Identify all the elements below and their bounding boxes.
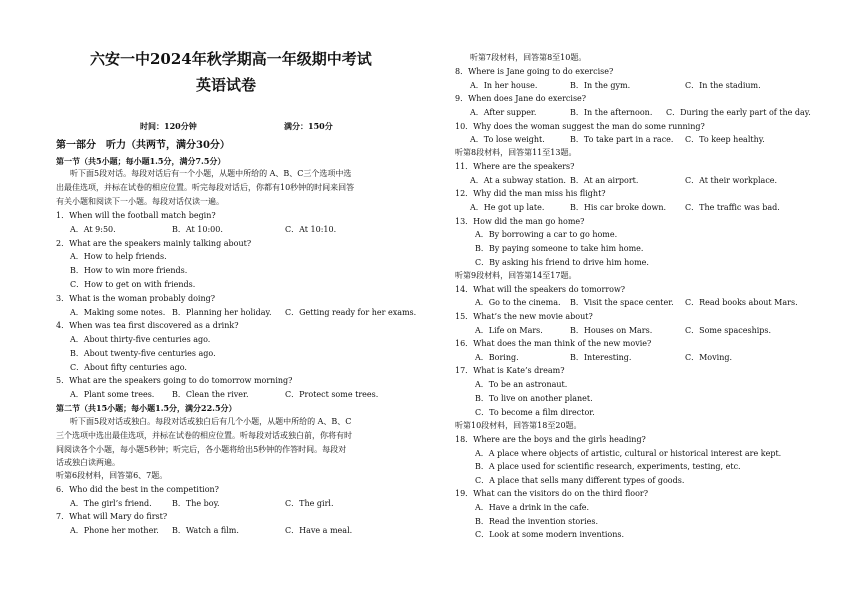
option-b: B．How to win more friends. xyxy=(70,266,188,275)
option-a: A．To be an astronaut. xyxy=(475,380,568,389)
option-a: A．Phone her mother. xyxy=(70,526,159,535)
option-a: A．In her house. xyxy=(470,81,538,90)
question-19: 19．What can the visitors do on the third floor? xyxy=(455,489,649,498)
option-b: B．In the afternoon. xyxy=(570,108,653,117)
part1-heading: 第一部分 听力（共两节，满分30分） xyxy=(56,140,230,151)
question-17: 17．What is Kate’s dream? xyxy=(455,366,565,375)
option-c: C．By asking his friend to drive him home. xyxy=(475,258,649,267)
exam-title: 六安一中2024年秋学期高一年级期中考试 xyxy=(90,50,372,68)
option-a: A．Life on Mars. xyxy=(475,326,543,335)
question-10: 10．Why does the woman suggest the man do some running? xyxy=(455,122,705,131)
question-5: 5．What are the speakers going to do tomorrow morning? xyxy=(56,376,293,385)
question-8: 8．Where is Jane going to do exercise? xyxy=(455,67,614,76)
question-18: 18．Where are the boys and the girls heading? xyxy=(455,435,646,444)
option-c: C．Protect some trees. xyxy=(285,390,379,399)
option-a: A．At a subway station. xyxy=(470,176,566,185)
option-b: B．A place used for scientific research, experiments, testing, etc. xyxy=(475,462,741,471)
section1-instruction-line: 出最佳选项，并标在试卷的相应位置。听完每段对话后，你都有10秒钟的时间来回答 xyxy=(56,183,355,192)
option-c: C．About fifty centuries ago. xyxy=(70,363,187,372)
option-c: C．The girl. xyxy=(285,499,334,508)
question-13: 13．How did the man go home? xyxy=(455,217,585,226)
option-b: B．At 10:00. xyxy=(172,225,223,234)
option-a: A．Go to the cinema. xyxy=(475,298,561,307)
option-c: C．Have a meal. xyxy=(285,526,353,535)
option-a: A．Making some notes. xyxy=(70,308,166,317)
option-c: C．Some spaceships. xyxy=(685,326,772,335)
option-a: A．To lose weight. xyxy=(470,135,545,144)
section1-instruction-line: 有关小题和阅读下一小题。每段对话仅读一遍。 xyxy=(56,197,224,206)
option-b: B．The boy. xyxy=(172,499,220,508)
option-c: C．How to get on with friends. xyxy=(70,280,196,289)
option-b: B．Read the invention stories. xyxy=(475,517,599,526)
section1-heading: 第一节（共5小题；每小题1.5分，满分7.5分） xyxy=(56,156,226,166)
option-a: A．After supper. xyxy=(470,108,537,117)
material-6: 听第6段材料，回答第6、7题。 xyxy=(56,471,168,480)
option-a: A．He got up late. xyxy=(470,203,545,212)
material-8: 听第8段材料，回答第11至13题。 xyxy=(455,148,577,157)
option-c: C．Moving. xyxy=(685,353,733,362)
option-c: C．To keep healthy. xyxy=(685,135,765,144)
option-c: C．The traffic was bad. xyxy=(685,203,780,212)
option-b: B．Interesting. xyxy=(570,353,632,362)
option-a: A．A place where objects of artistic, cultural or historical interest are kept. xyxy=(475,449,782,458)
option-b: B．Visit the space center. xyxy=(570,298,674,307)
question-9: 9．When does Jane do exercise? xyxy=(455,94,587,103)
question-6: 6．Who did the best in the competition? xyxy=(56,485,219,494)
option-b: B．To take part in a race. xyxy=(570,135,674,144)
material-10: 听第10段材料，回答第18至20题。 xyxy=(455,421,582,430)
option-c: C．At their workplace. xyxy=(685,176,778,185)
material-7: 听第7段材料，回答第8至10题。 xyxy=(470,53,587,62)
option-c: C．During the early part of the day. xyxy=(666,108,811,117)
section1-instruction-line: 听下面5段对话。每段对话后有一个小题，从题中所给的 A、B、C三个选项中选 xyxy=(70,169,352,178)
option-a: A．Boring. xyxy=(475,353,519,362)
section2-instruction-line: 话或独白读两遍。 xyxy=(56,458,120,467)
question-7: 7．What will Mary do first? xyxy=(56,512,168,521)
question-2: 2．What are the speakers mainly talking about? xyxy=(56,239,252,248)
question-16: 16．What does the man think of the new movie? xyxy=(455,339,652,348)
option-c: C．To become a film director. xyxy=(475,408,595,417)
option-c: C．Getting ready for her exams. xyxy=(285,308,417,317)
option-b: B．By paying someone to take him home. xyxy=(475,244,644,253)
option-b: B．To live on another planet. xyxy=(475,394,593,403)
option-b: B．In the gym. xyxy=(570,81,631,90)
section2-instruction-line: 听下面5段对话或独白。每段对话或独白后有几个小题，从题中所给的 A、B、C xyxy=(70,417,352,426)
exam-subtitle: 英语试卷 xyxy=(196,76,257,94)
option-a: A．About thirty-five centuries ago. xyxy=(70,335,211,344)
material-9: 听第9段材料，回答第14至17题。 xyxy=(455,271,577,280)
question-4: 4．When was tea first discovered as a drink? xyxy=(56,321,239,330)
option-c: C．At 10:10. xyxy=(285,225,337,234)
question-11: 11．Where are the speakers? xyxy=(455,162,575,171)
question-3: 3．What is the woman probably doing? xyxy=(56,294,216,303)
exam-time: 时间：120分钟 xyxy=(140,121,197,131)
option-b: B．About twenty-five centuries ago. xyxy=(70,349,216,358)
section2-instruction-line: 三个选项中选出最佳选项，并标在试卷的相应位置。听每段对话或独白前，你将有时 xyxy=(56,431,352,440)
option-b: B．Houses on Mars. xyxy=(570,326,653,335)
section2-heading: 第二节（共15小题；每小题1.5分，满分22.5分） xyxy=(56,403,237,413)
section2-instruction-line: 间阅读各个小题，每小题5秒钟；听完后，各小题将给出5秒钟的作答时间。每段对 xyxy=(56,445,347,454)
option-c: C．A place that sells many different types of goods. xyxy=(475,476,685,485)
option-b: B．At an airport. xyxy=(570,176,639,185)
option-c: C．Look at some modern inventions. xyxy=(475,530,625,539)
option-b: B．Clean the river. xyxy=(172,390,249,399)
option-a: A．Have a drink in the cafe. xyxy=(475,503,590,512)
option-a: A．At 9:50. xyxy=(70,225,116,234)
question-15: 15．What’s the new movie about? xyxy=(455,312,593,321)
exam-score: 满分：150分 xyxy=(284,121,333,131)
question-12: 12．Why did the man miss his flight? xyxy=(455,189,606,198)
option-a: A．The girl’s friend. xyxy=(70,499,152,508)
option-c: C．In the stadium. xyxy=(685,81,761,90)
option-a: A．How to help friends. xyxy=(70,252,167,261)
option-b: B．Watch a film. xyxy=(172,526,239,535)
option-a: A．By borrowing a car to go home. xyxy=(475,230,618,239)
option-c: C．Read books about Mars. xyxy=(685,298,798,307)
question-14: 14．What will the speakers do tomorrow? xyxy=(455,285,626,294)
question-1: 1．When will the football match begin? xyxy=(56,211,216,220)
option-a: A．Plant some trees. xyxy=(70,390,155,399)
option-b: B．Planning her holiday. xyxy=(172,308,272,317)
option-b: B．His car broke down. xyxy=(570,203,667,212)
